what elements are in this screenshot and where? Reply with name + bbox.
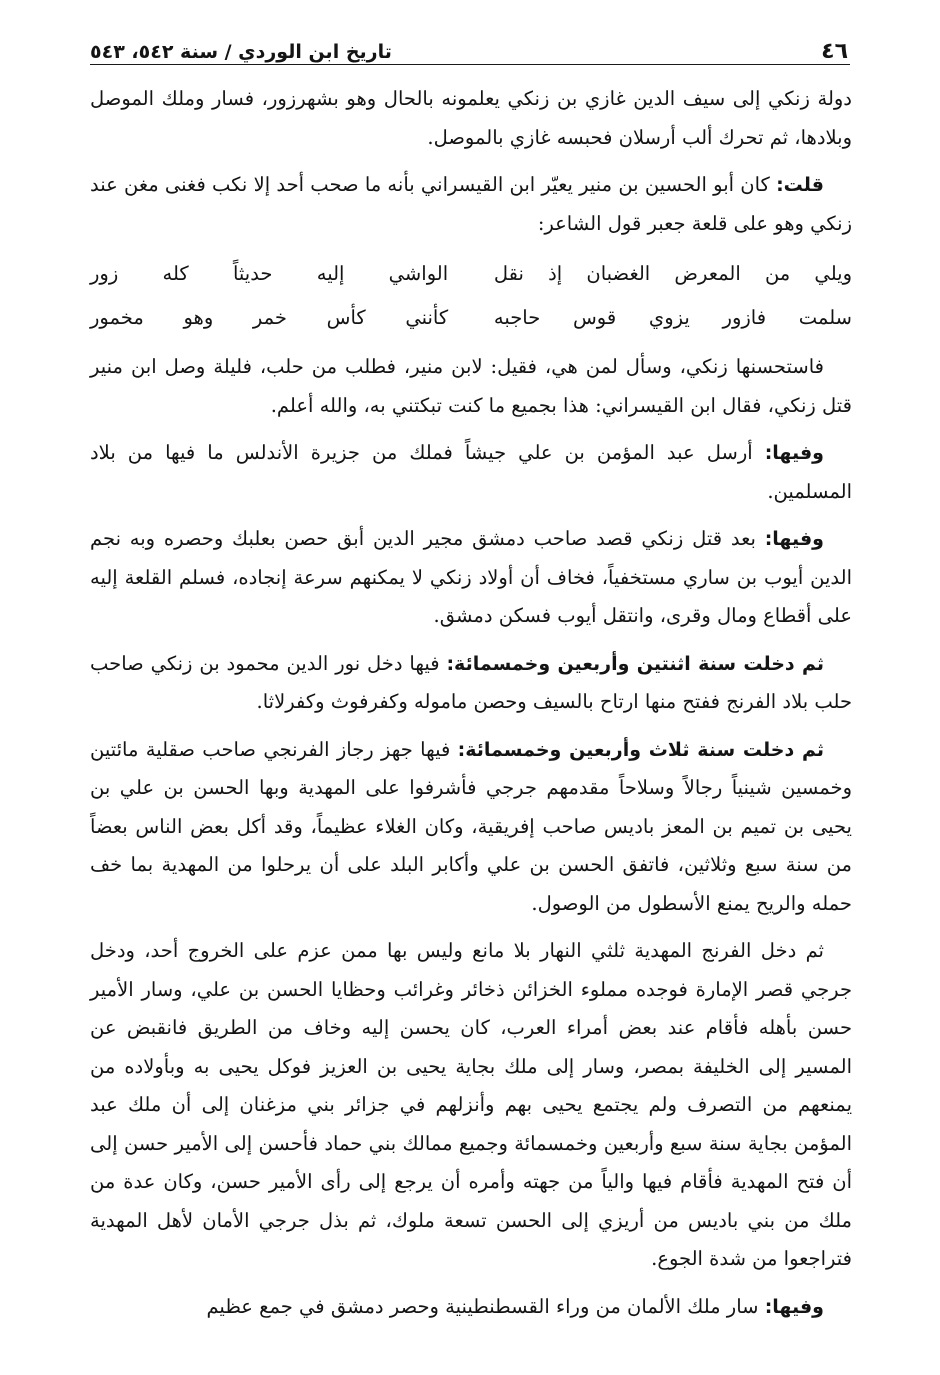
verse-line-2 bbox=[90, 296, 852, 340]
paragraph-text: كان أبو الحسين بن منير يعيّر ابن القيسراني بأنه ما صحب أحد إلا نكب فغنى مغن عند زنكي وهو على قلعة جعبر قول الشاعر: bbox=[90, 173, 852, 235]
paragraph-6 bbox=[90, 645, 852, 722]
paragraph-7 bbox=[90, 731, 852, 924]
verse-first-hemistich: سلمت فازور يزوي قوس حاجبه bbox=[493, 306, 852, 329]
paragraph-text: فيها دخل نور الدين محمود بن زنكي صاحب حلب بلاد الفرنج ففتح منها ارتاح بالسيف وحصن ماموله وكفرفوث وكفرلاثا. bbox=[90, 651, 852, 713]
paragraph-text: دولة زنكي إلى سيف الدين غازي بن زنكي يعلمونه بالحال وهو بشهرزور، فسار وملك الموصل وبلادها، ثم تحرك ألب أرسلان فحبسه غازي بالموصل. bbox=[90, 87, 852, 149]
paragraph-4 bbox=[90, 434, 852, 511]
poem-verses bbox=[90, 252, 852, 340]
paragraph-text: سار ملك الألمان من وراء القسطنطينية وحصر دمشق في جمع عظيم bbox=[206, 1294, 765, 1318]
paragraph-lead: ثم دخلت سنة اثنتين وأربعين وخمسمائة: bbox=[446, 652, 824, 675]
verse-line-1 bbox=[90, 252, 852, 296]
paragraph-text: ثم دخل الفرنج المهدية ثلثي النهار بلا مانع وليس بها ممن عزم على الخروج أحد، ودخل جرجي قصر الإمارة فوجده مملوء الخزائن ذخائر وغرائب وحظايا الحسن بن علي، وسار الأمير حسن بأهله فأقام عند بعض أمراء العرب، كان يحسن إليه وخاف من الطريق فانقبض عن المسير إلى الخليفة بمصر، وسار إلى ملك بجاية يحيى بن العزيز فوكل يحيى به وبأولاده من يمنعهم من التصرف ولم يجتمع يحيى بهم وأنزلهم في جزائر بني مزغنان إلى أن ملك عبد المؤمن بجاية سنة سبع وأربعين وخمسمائة وجميع ممالك بني حماد فأحسن إلى الأمير حسن إلى أن فتح المهدية فأقام فيها والياً من جهته وأمره أن يرجع إلى رأى الأمير حسن، وكان عدة من ملك من بني باديس من أريزي إلى الحسن تسعة ملوك، ثم بذل جرجي الأمان لأهل المهدية فتراجعوا من شدة الجوع. bbox=[90, 939, 852, 1270]
paragraph-lead: وفيها: bbox=[764, 1295, 824, 1318]
paragraph-3 bbox=[90, 348, 852, 425]
paragraph-lead: قلت: bbox=[776, 174, 824, 196]
verse-second-hemistich: الواشي إليه حديثاً كله زور bbox=[90, 262, 449, 285]
verse-first-hemistich: ويلي من المعرض الغضبان إذ نقل bbox=[493, 262, 852, 285]
page-body bbox=[90, 80, 852, 1335]
paragraph-text: فيها جهز رجاز الفرنجي صاحب صقلية مائتين وخمسين شينياً رجالاً وسلاحاً مقدمهم جرجي فأشرفوا على المهدية وبها الحسن بن علي بن يحيى بن تميم بن المعز باديس صاحب إفريقية، وكان الغلاء عظيماً، وقد أكل بعض الناس بعضاً من سنة سبع وثلاثين، فاتفق الحسن بن علي وأكابر البلد على أن يرحلوا من المهدية بما خف حمله والريح يمنع الأسطول من الوصول. bbox=[90, 737, 852, 915]
page-number: ٤٦ bbox=[821, 39, 848, 64]
running-title: تاريخ ابن الوردي / سنة ٥٤٢، ٥٤٣ bbox=[90, 41, 392, 63]
paragraph-lead: وفيها: bbox=[764, 528, 824, 550]
paragraph-text: بعد قتل زنكي قصد صاحب دمشق مجير الدين أبق حصن بعلبك وحصره وبه نجم الدين أيوب بن ساري مستخفياً، فخاف أن أولاد زنكي لا يمكنهم سرعة إنجاده، فسلم القلعة إليه على أقطاع ومال وقرى، وانتقل أيوب فسكن دمشق. bbox=[90, 527, 852, 627]
verse-second-hemistich: كأنني كأس خمر وهو مخمور bbox=[90, 306, 449, 329]
paragraph-lead: وفيها: bbox=[764, 442, 824, 464]
paragraph-1 bbox=[90, 80, 852, 157]
paragraph-text: فاستحسنها زنكي، وسأل لمن هي، فقيل: لابن منير، فطلب من حلب، فليلة وصل ابن منير قتل زنكي، فقال ابن القيسراني: هذا بجميع ما كنت تبكتني به، والله أعلم. bbox=[90, 355, 852, 417]
paragraph-9 bbox=[90, 1288, 852, 1327]
paragraph-text: أرسل عبد المؤمن بن علي جيشاً فملك من جزيرة الأندلس ما فيها من بلاد المسلمين. bbox=[90, 441, 852, 503]
paragraph-5 bbox=[90, 520, 852, 636]
header-rule bbox=[90, 64, 850, 65]
running-header bbox=[90, 30, 848, 64]
paragraph-2 bbox=[90, 166, 852, 243]
paragraph-8 bbox=[90, 932, 852, 1279]
paragraph-lead: ثم دخلت سنة ثلاث وأربعين وخمسمائة: bbox=[457, 738, 824, 761]
